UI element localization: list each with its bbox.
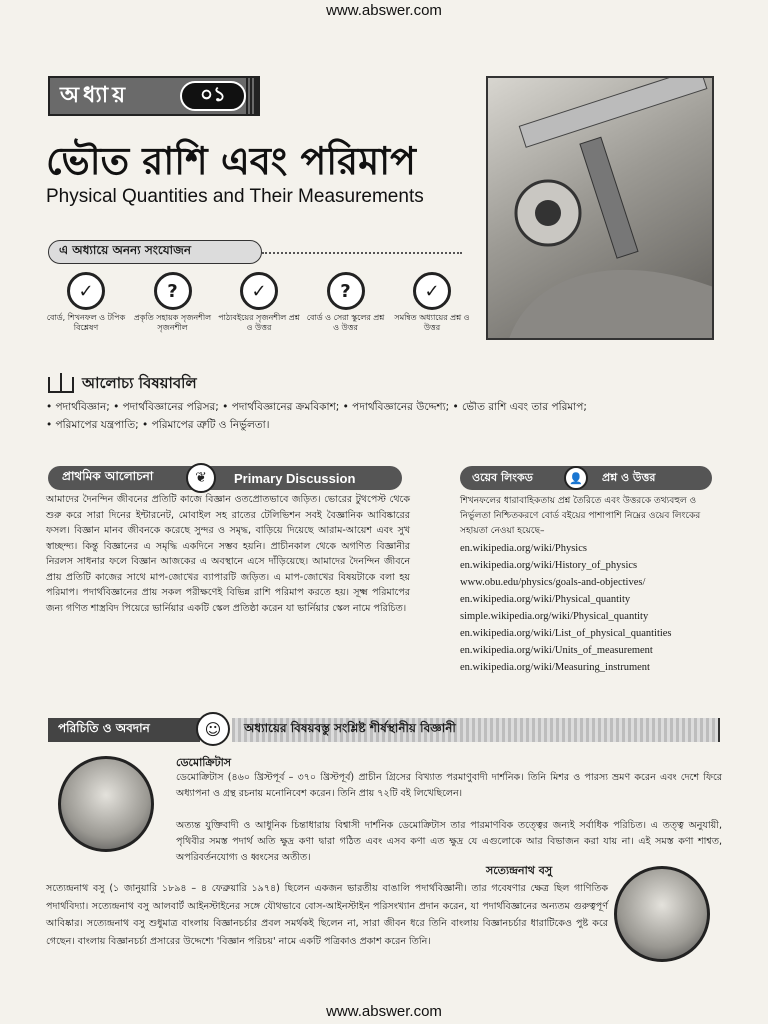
topics-line: • পদার্থবিজ্ঞান; • পদার্থবিজ্ঞানের পরিসর; • পদার্থবিজ্ঞানের ক্রমবিকাশ; • পদার্থবিজ্ঞানের উদ্দেশ্য; • ভৌত রাশি এবং তার পরিমাপ;	[46, 401, 587, 413]
feature-row	[44, 272, 474, 338]
check-badge-icon: ✓	[240, 272, 278, 310]
feature-board-analysis	[44, 272, 128, 338]
web-intro-text: শিখনফলের ধারাবাহিকতায় প্রশ্ন তৈরিতে এবং উত্তরকে তথ্যবহুল ও নির্ভুলতা নিশ্চিতকরণে বোর্ড বইয়ের পাশাপাশি নিম্নের ওয়েব লিংকের সহায়তা নেওয়া হয়েছে–	[460, 496, 701, 536]
user-emblem-icon: 👤	[564, 466, 588, 490]
watermark-top: www.abswer.com	[326, 2, 442, 19]
web-link[interactable]: en.wikipedia.org/wiki/Measuring_instrument	[460, 662, 650, 673]
open-book-icon	[48, 377, 74, 393]
feature-creative-help	[131, 272, 215, 338]
topics-heading-text: আলোচ্য বিষয়াবলি	[82, 374, 197, 392]
topics-list	[46, 398, 726, 434]
question-badge-icon: ?	[154, 272, 192, 310]
contrib-subtitle: অধ্যায়ের বিষয়বস্তু সংশ্লিষ্ট শীর্ষস্থানীয় বিজ্ঞানী	[232, 718, 720, 742]
primary-discussion-text: আমাদের দৈনন্দিন জীবনের প্রতিটি কাজে বিজ্ঞান ওতপ্রোতভাবে জড়িত। ভোরের টুথপেস্ট থেকে শুরু করে সারা দিনের ইন্টারনেট, মোবাইল সহ রাতের টেলিভিশন সবই বৈজ্ঞানিক আবিষ্কারের ফসল। বিজ্ঞান মানব জীবনকে করেছে সুন্দর ও সমৃদ্ধ, বাড়িয়ে দিয়েছে আরাম-আয়েশ এবং সুখ স্বাচ্ছন্দ্য। কিন্তু বিজ্ঞানের এ সমৃদ্ধি একদিনে সম্ভব হয়নি। প্রাচীনকাল থেকে অগণিত বিজ্ঞানীর নিরলস সাধনার ফলে বিজ্ঞান আজকের এ অবস্থানে এসে দাঁড়িয়েছে। আমাদের দৈনন্দিন জীবনে প্রায় প্রতিটি কাজের সাথে মাপ-জোখের ব্যাপারটি জড়িত। এ মাপ-জোখের বিষয়টাকে বলা হয় পরিমাপ। পদার্থবিজ্ঞানের প্রায় সকল পরীক্ষণেই বিভিন্ন রাশি পরিমাপ করতে হয়। সূক্ষ্ম পরিমাপের জন্য গণিত শাস্ত্রবিদ পিয়েরে ভার্নিয়ার একটি স্কেল প্রতিষ্ঠা করেন যা ভার্নিয়ার স্কেল নামে পরিচিত।	[46, 494, 410, 614]
web-link[interactable]: en.wikipedia.org/wiki/Physical_quantity	[460, 594, 631, 605]
vernier-caliper-photo	[486, 76, 714, 340]
feature-board-school-qa	[304, 272, 388, 338]
caliper-illustration	[488, 78, 714, 340]
watermark-bottom: www.abswer.com	[326, 1003, 442, 1020]
check-badge-icon: ✓	[67, 272, 105, 310]
chapter-stripes	[246, 76, 260, 116]
chapter-word: অধ্যায়	[60, 82, 130, 108]
web-link[interactable]: en.wikipedia.org/wiki/List_of_physical_quantities	[460, 628, 672, 639]
chapter-number: ০১	[180, 81, 246, 111]
web-link[interactable]: en.wikipedia.org/wiki/History_of_physics	[460, 560, 638, 571]
topics-heading	[48, 372, 197, 397]
web-link[interactable]: www.obu.edu/physics/goals-and-objectives/	[460, 577, 646, 588]
primary-label-en: Primary Discussion	[234, 470, 356, 486]
democritus-text-2: অত্যন্ত যুক্তিবাদী ও আধুনিক চিন্তাধারায় বিশ্বাসী দার্শনিক ডেমোক্রিটাস তার পারমাণবিক তত্ত্বের জন্যই সর্বাধিক পরিচিত। এ তত্ত্ব অনুযায়ী, পৃথিবীর সমস্ত পদার্থ অতি ক্ষুদ্র কণা দ্বারা গঠিত এবং এসব কণা এত ক্ষুদ্র যে এগুলোকে আর বিভাজন করা যায় না। এই সমস্ত কণা শাশ্বত, অপরিবর্তনযোগ্য ও ধ্বংসের অতীত।	[176, 820, 722, 863]
bose-text: সত্যেন্দ্রনাথ বসু (১ জানুয়ারি ১৮৯৪ – ৪ ফেব্রুয়ারি ১৯৭৪) ছিলেন একজন ভারতীয় বাঙালি পদার্থবিজ্ঞানী। তার গবেষণার ক্ষেত্র ছিল গাণিতিক পদার্থবিদ্যা। সত্যেন্দ্রনাথ বসু আলবার্ট আইনস্টাইনের সঙ্গে যৌথভাবে বোস-আইনস্টাইন পরিসংখ্যান প্রদান করেন, যা পদার্থবিজ্ঞানের অন্যতম গুরুত্বপূর্ণ আবিষ্কার। সত্যেন্দ্রনাথ বসু শুধুমাত্র বাংলায় বিজ্ঞানচর্চার প্রবল সমর্থকই ছিলেন না, সারা জীবন ধরে তিনি বাংলায় বিজ্ঞানচর্চার ধারাটিকেও পুষ্ট করে গেছেন। বাংলায় বিজ্ঞানচর্চা প্রসারের উদ্দেশ্যে 'বিজ্ঞান পরিচয়' নামে একটি পত্রিকাও প্রকাশ করেন তিনি।	[46, 883, 608, 947]
democritus-portrait	[58, 756, 154, 852]
web-qa-label: প্রশ্ন ও উত্তর	[602, 470, 656, 484]
dotted-divider	[262, 252, 462, 254]
web-link[interactable]: en.wikipedia.org/wiki/Physics	[460, 543, 587, 554]
leaf-emblem-icon: ❦	[186, 463, 216, 493]
contrib-label: পরিচিতি ও অবদান	[48, 718, 200, 742]
feature-label: বোর্ড, শিখনফল ও টপিক বিশ্লেষণ	[46, 313, 126, 332]
topics-line: • পরিমাপের যন্ত্রপাতি; • পরিমাপের ত্রুটি ও নির্ভুলতা।	[46, 419, 270, 431]
feature-integrated-qa	[390, 272, 474, 338]
democritus-text: ডেমোক্রিটাস (৪৬০ খ্রিস্টপূর্ব – ৩৭০ খ্রিস্টপূর্ব) প্রাচীন গ্রিসের বিখ্যাত পরমাণুবাদী দার্শনিক। তিনি মিশর ও পারস্য ভ্রমণ করেন এবং দেশে ফিরে অধ্যাপনা ও গ্রন্থ রচনায় মনোনিবেশ করেন। তিনি প্রায় ৭২টি বই লিখেছিলেন।	[176, 772, 722, 799]
feature-label: পাঠ্যবইয়ের সৃজনশীল প্রশ্ন ও উত্তর	[218, 313, 300, 332]
check-badge-icon: ✓	[413, 272, 451, 310]
chapter-badge	[48, 76, 258, 116]
feature-label: প্রকৃতি সহায়ক সৃজনশীল সৃজনশীল	[133, 313, 212, 332]
web-link[interactable]: en.wikipedia.org/wiki/Units_of_measurement	[460, 645, 653, 656]
web-linked-header	[460, 466, 712, 490]
scientist-emblem-icon: ☺	[196, 712, 230, 746]
primary-discussion-header	[48, 466, 402, 490]
chapter-title-bn: ভৌত রাশি এবং পরিমাপ	[46, 139, 416, 183]
question-badge-icon: ?	[327, 272, 365, 310]
chapter-title-en: Physical Quantities and Their Measurements	[46, 186, 424, 207]
feature-textbook-qa	[217, 272, 301, 338]
introduction-contribution-header	[48, 716, 720, 744]
feature-label: সমন্বিত অধ্যায়ের প্রশ্ন ও উত্তর	[394, 313, 470, 332]
web-linked-label: ওয়েব লিংকড	[472, 470, 533, 484]
primary-label-bn: প্রাথমিক আলোচনা	[62, 469, 154, 483]
democritus-name: ডেমোক্রিটাস	[176, 756, 232, 769]
bose-name: সত্যেন্দ্রনাথ বসু	[486, 864, 553, 877]
unique-addition-label: এ অধ্যায়ে অনন্য সংযোজন	[48, 240, 262, 264]
feature-label: বোর্ড ও সেরা স্কুলের প্রশ্ন ও উত্তর	[306, 313, 385, 332]
bose-portrait	[614, 866, 710, 962]
web-link[interactable]: simple.wikipedia.org/wiki/Physical_quantity	[460, 611, 649, 622]
web-links-list	[460, 540, 730, 676]
